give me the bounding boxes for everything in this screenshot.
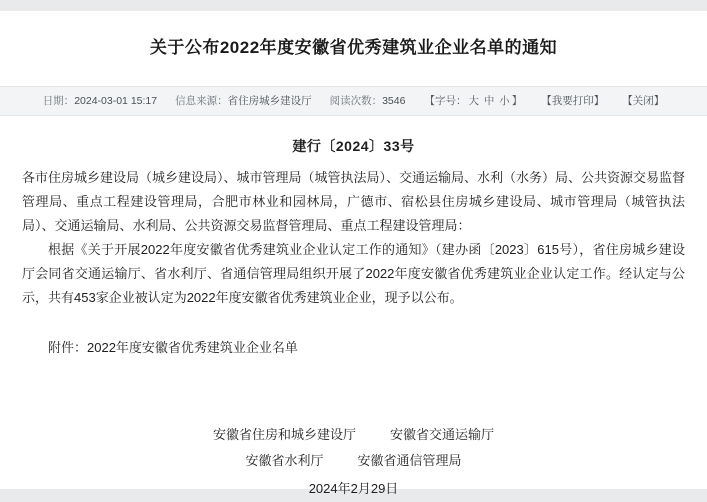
signature-line-2 — [22, 448, 685, 474]
font-size-small-button[interactable]: 小 — [499, 95, 510, 108]
signature-block — [22, 422, 685, 502]
document-number: 建行〔2024〕33号 — [292, 137, 415, 154]
meta-date — [43, 93, 157, 108]
signer-communications-dept: 安徽省通信管理局 — [357, 452, 462, 468]
body-paragraph: 根据《关于开展2022年度安徽省优秀建筑业企业认定工作的通知》（建办函〔2023〕615号），省住房城乡建设厅会同省交通运输厅、省水利厅、省通信管理局组织开展了2022年度安徽省优秀建筑业企业认定工作。经认定与公示，共有453家企业被认定为2022年度安徽省优秀建筑业企业，现予以公布。 — [22, 241, 685, 305]
font-size-label-end: 】 — [511, 95, 523, 108]
meta-date-value: 2024-03-01 15:17 — [74, 95, 158, 108]
document-page — [0, 11, 707, 496]
meta-source-label: 信息来源： — [175, 95, 228, 108]
signer-transport-dept: 安徽省交通运输厅 — [390, 426, 495, 442]
page-title: 关于公布2022年度安徽省优秀建筑业企业名单的通知 — [149, 38, 558, 58]
font-size-medium-button[interactable]: 中 — [483, 95, 495, 108]
meta-views-value: 3546 — [382, 95, 406, 108]
document-meta-bar — [0, 86, 707, 116]
meta-date-label: 日期： — [42, 95, 75, 108]
meta-views-label: 阅读次数： — [329, 95, 383, 108]
signer-housing-dept: 安徽省住房和城乡建设厅 — [212, 426, 356, 442]
font-size-label: 【字号： — [424, 95, 467, 108]
font-size-large-button[interactable]: 大 — [468, 95, 479, 108]
signature-line-1 — [22, 422, 685, 448]
meta-views — [330, 93, 406, 108]
recipients-paragraph: 各市住房城乡建设局（城乡建设局）、城市管理局（城管执法局）、交通运输局、水利（水务）局、公共资源交易监督管理局、重点工程建设管理局，合肥市林业和园林局，广德市、宿松县住房城乡建设局、城市管理局（城管执法局）、交通运输局、水利局、公共资源交易监督管理局、重点工程建设管理局： — [22, 169, 686, 233]
document-body — [0, 134, 707, 502]
font-size-switcher[interactable] — [423, 93, 523, 108]
meta-source-value: 省住房城乡建设厅 — [227, 95, 312, 108]
attachment-line: 附件：2022年度安徽省优秀建筑业企业名单 — [48, 339, 298, 355]
signer-water-dept: 安徽省水利厅 — [245, 452, 324, 468]
print-button[interactable]: 【我要打印】 — [541, 95, 605, 108]
close-button[interactable]: 【关闭】 — [622, 95, 665, 108]
meta-source — [175, 93, 312, 108]
signature-date: 2024年2月29日 — [308, 480, 399, 496]
